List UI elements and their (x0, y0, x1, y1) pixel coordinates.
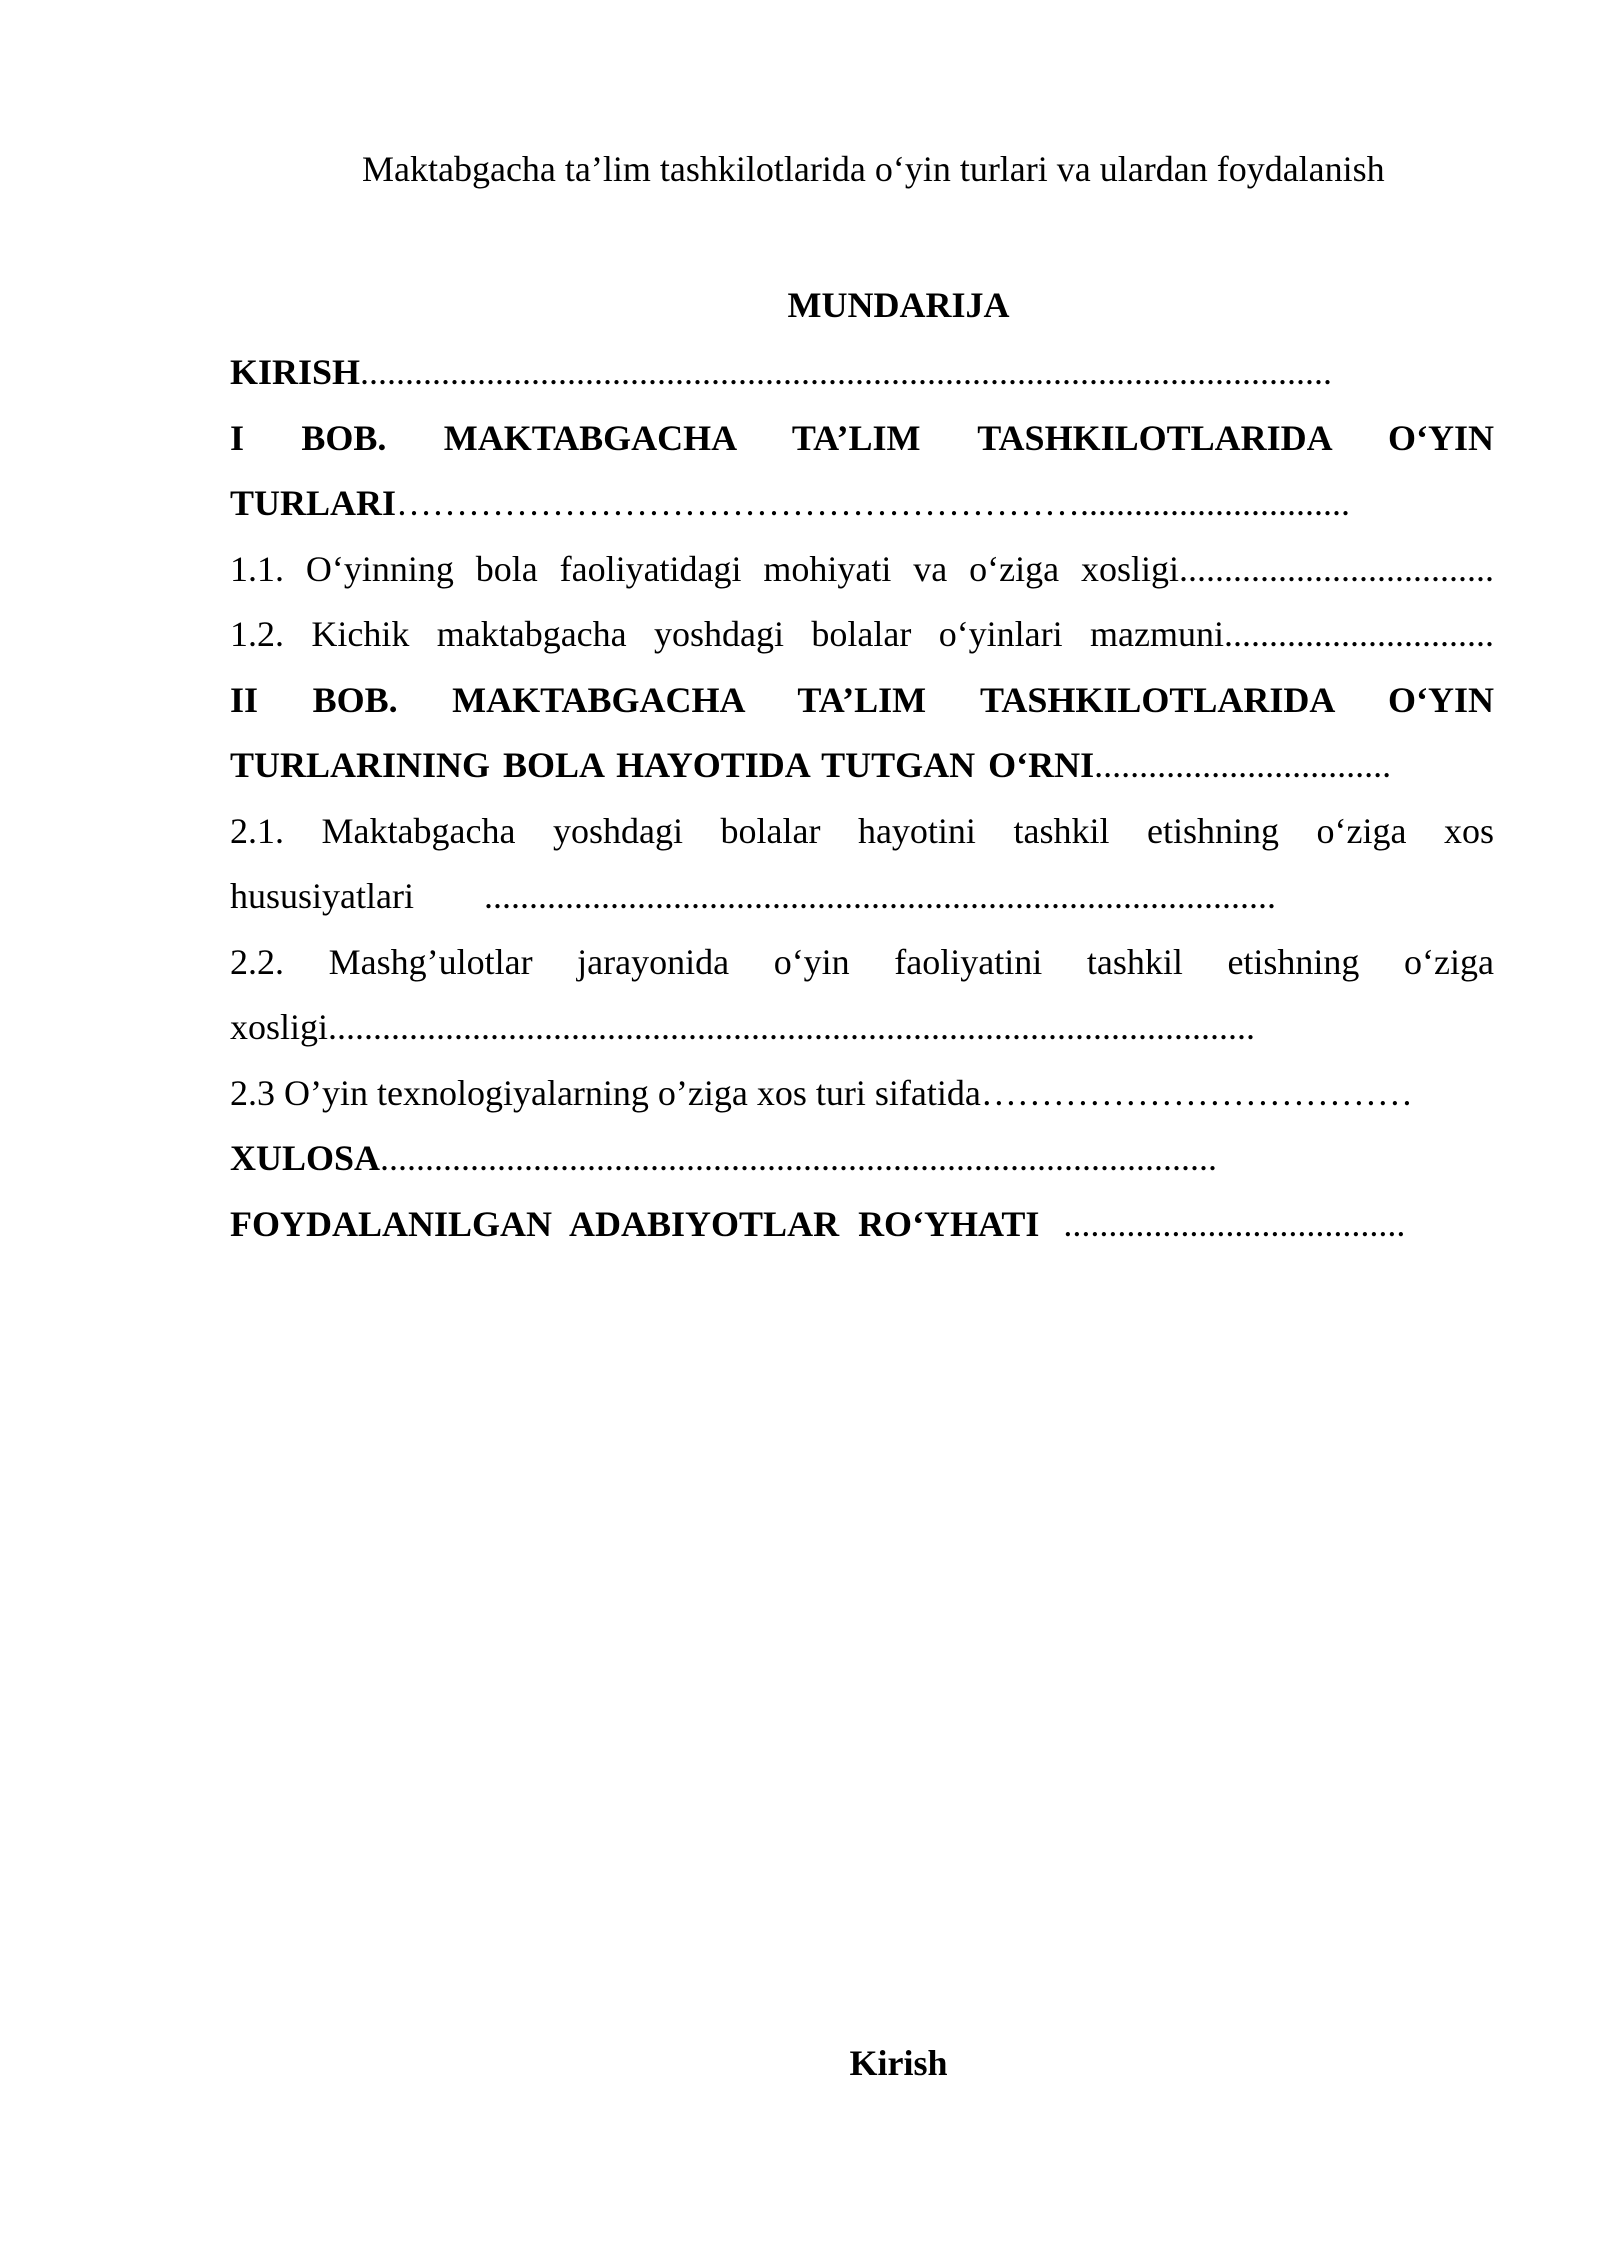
toc-entry-1-1: 1.1. O‘yinning bola faoliyatidagi mohiyati va o‘ziga xosligi................................... (230, 548, 1494, 589)
toc-entry-foydalanilgan (230, 1192, 1494, 1258)
toc-title: MUNDARIJA (787, 285, 1010, 325)
toc-leader-dots: ............................................................................................. (380, 1138, 1218, 1178)
toc-entry-label: TURLARINING BOLA HAYOTIDA TUTGAN O‘RNI (230, 745, 1095, 785)
toc-leader-dots: ………………………………………………….............................. (396, 483, 1351, 523)
toc-leader-dots: ...................................... (1063, 1203, 1406, 1244)
toc-leader-dots: ................................. (1094, 745, 1392, 785)
toc-entry-bob1-cont (230, 471, 1494, 537)
toc-entry-label: TURLARI (230, 483, 397, 523)
toc-entry-label: XULOSA (230, 1138, 381, 1178)
toc-leader-dots: ............................................................................................................ (360, 352, 1333, 392)
toc-entry-2-2: 2.2. Mashg’ulotlar jarayonida o‘yin faoliyatini tashkil etishning o‘ziga (230, 941, 1494, 982)
toc-entry-2-3: 2.3 O’yin texnologiyalarning o’ziga xos turi sifatida……………………………… (230, 1072, 1413, 1113)
toc-entry-label: FOYDALANILGAN ADABIYOTLAR RO‘YHATI (230, 1203, 1040, 1244)
toc-entry-label: hususiyatlari (230, 876, 414, 916)
table-of-contents (230, 340, 1494, 1257)
toc-entry-1-2: 1.2. Kichik maktabgacha yoshdagi bolalar o‘yinlari mazmuni.............................. (230, 614, 1494, 654)
toc-entry-2-1-cont (230, 864, 1494, 930)
toc-leader-dots: ........................................................................................ (483, 876, 1276, 916)
toc-entry-2-1: 2.1. Maktabgacha yoshdagi bolalar hayotini tashkil etishning o‘ziga xos (230, 810, 1494, 851)
toc-entry-label: KIRISH (230, 352, 361, 392)
toc-entry-bob2: II BOB. MAKTABGACHA TA’LIM TASHKILOTLARIDA O‘YIN (230, 679, 1494, 720)
section-heading-kirish: Kirish (849, 2043, 948, 2083)
toc-entry-bob2-cont (230, 733, 1494, 799)
toc-entry-xulosa (230, 1126, 1494, 1192)
toc-entry-2-2-cont: xosligi....................................................................................................... (230, 1007, 1256, 1047)
document-header: Maktabgacha ta’lim tashkilotlarida o‘yin turlari va ulardan foydalanish (362, 149, 1385, 189)
toc-entry-bob1: I BOB. MAKTABGACHA TA’LIM TASHKILOTLARIDA O‘YIN (230, 417, 1494, 458)
toc-entry-kirish (230, 340, 1494, 406)
